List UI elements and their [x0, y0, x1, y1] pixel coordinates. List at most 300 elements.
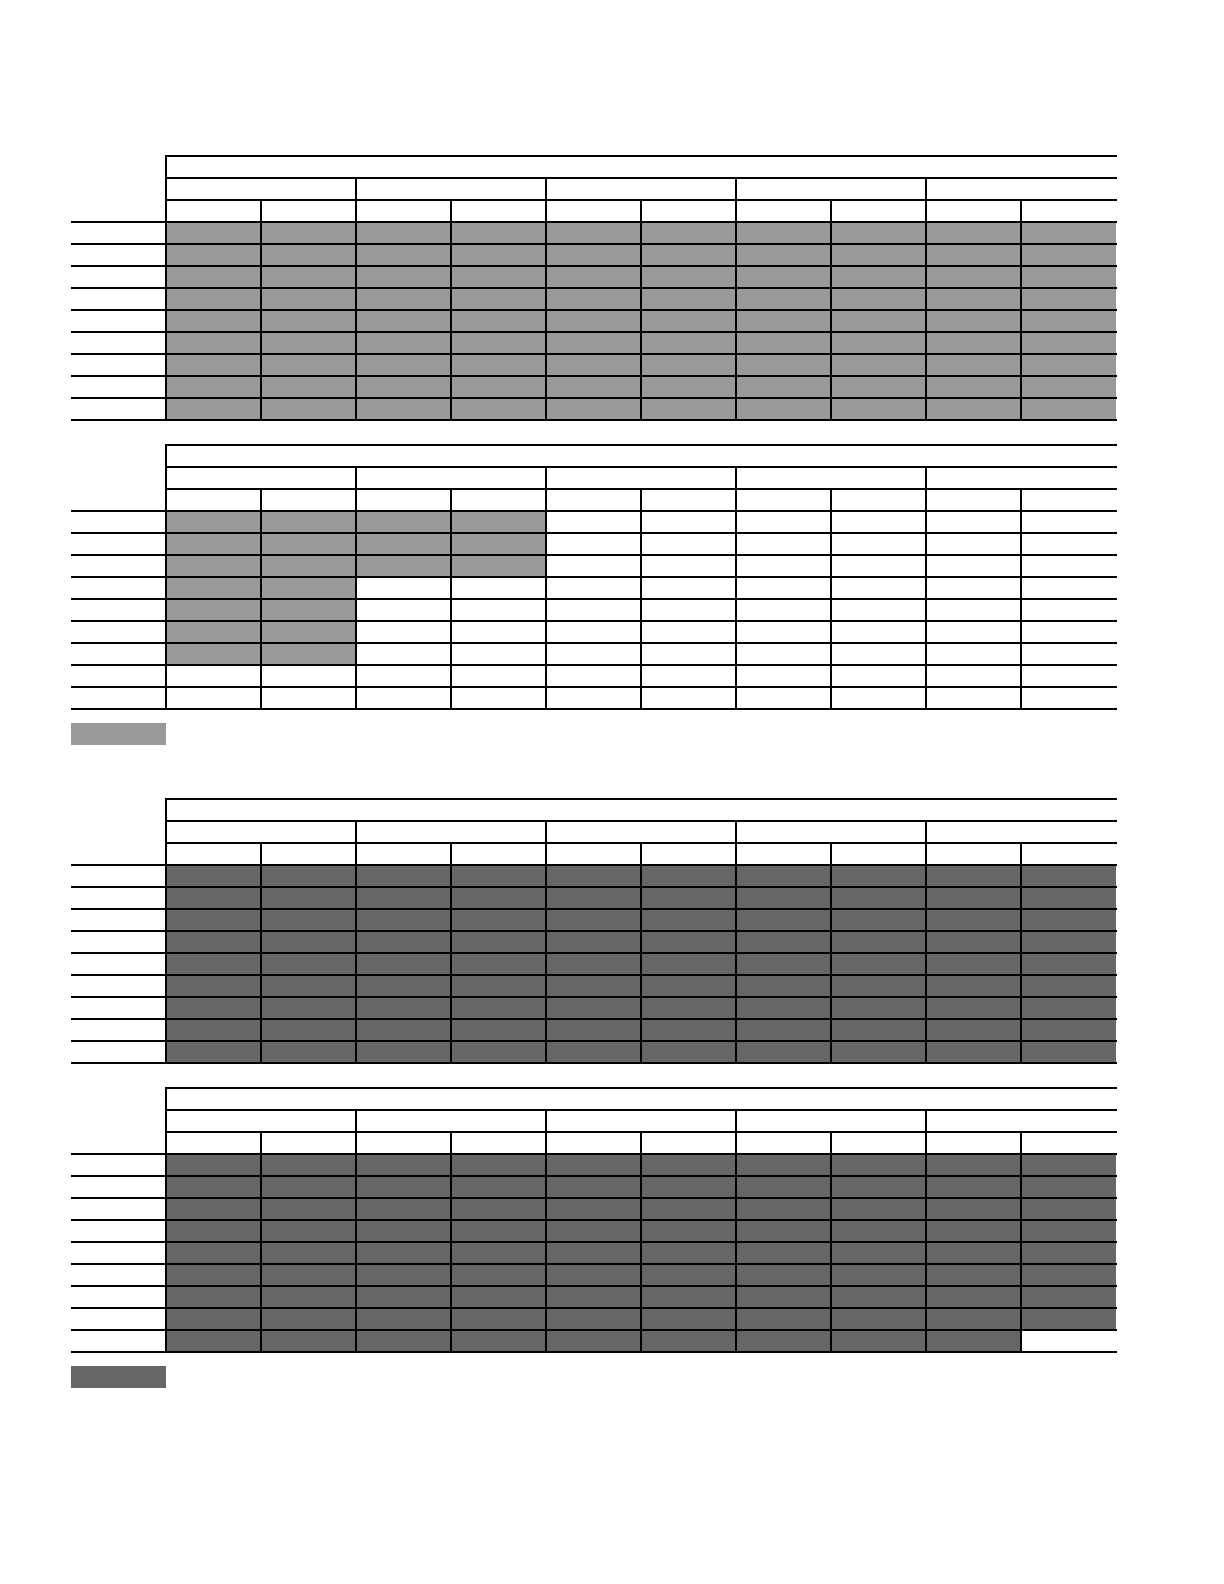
grid-cell: [736, 996, 831, 1018]
grid-cell: [1021, 686, 1116, 708]
grid-cell: [831, 908, 926, 930]
grid-rule: [71, 243, 1117, 245]
grid-cell: [356, 886, 451, 908]
grid-cell: [926, 952, 1021, 974]
grid-cell: [736, 1197, 831, 1219]
grid-cell: [641, 331, 736, 353]
grid-cell: [356, 287, 451, 309]
grid-cell: [546, 930, 641, 952]
grid-cell: [166, 598, 261, 620]
grid-cell: [736, 309, 831, 331]
grid-cell: [546, 375, 641, 397]
grid-cell: [736, 864, 831, 886]
grid-rule: [71, 1307, 1117, 1309]
grid-cell: [261, 1329, 356, 1351]
grid-cell: [831, 1018, 926, 1040]
grid-rule: [71, 1351, 1117, 1353]
grid-cell: [831, 1329, 926, 1351]
grid-cell: [166, 265, 261, 287]
grid-cell: [451, 1040, 546, 1062]
grid-cell: [166, 974, 261, 996]
grid-cell: [166, 532, 261, 554]
grid-rule: [71, 1018, 1117, 1020]
grid-cell: [641, 1285, 736, 1307]
grid-cell: [451, 309, 546, 331]
grid-rule: [166, 177, 1117, 179]
grid-rule: [735, 820, 737, 1064]
grid-rule: [71, 864, 1117, 866]
grid-cell: [641, 996, 736, 1018]
grid-cell: [261, 397, 356, 419]
grid-cell: [546, 1263, 641, 1285]
grid-cell: [641, 930, 736, 952]
grid-cell: [356, 930, 451, 952]
grid-rule: [925, 820, 927, 1064]
grid-cell: [736, 532, 831, 554]
grid-cell: [451, 1329, 546, 1351]
grid-rule: [355, 177, 357, 421]
grid-cell: [736, 1153, 831, 1175]
grid-rule: [71, 996, 1117, 998]
grid-rule: [166, 1109, 1117, 1111]
grid-cell: [451, 952, 546, 974]
grid-cell: [261, 331, 356, 353]
grid-cell: [261, 1175, 356, 1197]
grid-cell: [356, 532, 451, 554]
grid-cell: [641, 1040, 736, 1062]
grid-cell: [736, 554, 831, 576]
grid-cell: [546, 1018, 641, 1040]
grid-cell: [1021, 576, 1116, 598]
grid-cell: [166, 331, 261, 353]
grid-cell: [166, 576, 261, 598]
grid-cell: [831, 1307, 926, 1329]
grid-rule: [71, 265, 1117, 267]
grid-cell: [831, 1219, 926, 1241]
grid-cell: [736, 642, 831, 664]
grid-cell: [451, 1018, 546, 1040]
grid-rule: [71, 1040, 1117, 1042]
grid-cell: [736, 1175, 831, 1197]
grid-cell: [831, 1153, 926, 1175]
grid-cell: [736, 886, 831, 908]
grid-cell: [926, 1285, 1021, 1307]
grid-cell: [451, 532, 546, 554]
grid-cell: [831, 287, 926, 309]
grid-rule: [640, 1131, 642, 1353]
grid-cell: [641, 287, 736, 309]
grid-cell: [736, 1307, 831, 1329]
grid-cell: [1021, 664, 1116, 686]
grid-cell: [356, 908, 451, 930]
grid-cell: [451, 620, 546, 642]
grid-cell: [926, 1307, 1021, 1329]
grid-cell: [261, 287, 356, 309]
grid-cell: [736, 908, 831, 930]
grid-rule: [260, 842, 262, 1064]
grid-cell: [831, 686, 926, 708]
grid-cell: [546, 287, 641, 309]
grid-cell: [261, 510, 356, 532]
grid-cell: [261, 620, 356, 642]
grid-cell: [166, 309, 261, 331]
grid-cell: [1021, 243, 1116, 265]
grid-cell: [926, 1219, 1021, 1241]
grid-cell: [356, 375, 451, 397]
grid-cell: [451, 598, 546, 620]
grid-rule: [71, 331, 1117, 333]
grid-cell: [546, 1040, 641, 1062]
grid-cell: [546, 1153, 641, 1175]
grid-cell: [451, 686, 546, 708]
grid-cell: [356, 686, 451, 708]
grid-cell: [831, 375, 926, 397]
grid-cell: [451, 576, 546, 598]
grid-cell: [1021, 510, 1116, 532]
grid-rule: [545, 466, 547, 710]
grid-cell: [451, 642, 546, 664]
grid-cell: [926, 1153, 1021, 1175]
grid-cell: [1021, 886, 1116, 908]
grid-cell: [926, 554, 1021, 576]
grid-cell: [831, 554, 926, 576]
grid-cell: [926, 510, 1021, 532]
grid-cell: [261, 309, 356, 331]
grid-rule: [355, 1109, 357, 1353]
grid-rule: [71, 375, 1117, 377]
grid-rule: [71, 510, 1117, 512]
grid-cell: [926, 1040, 1021, 1062]
grid-cell: [926, 1241, 1021, 1263]
grid-cell: [451, 287, 546, 309]
grid-cell: [261, 930, 356, 952]
grid-cell: [1021, 1018, 1116, 1040]
grid-cell: [166, 1153, 261, 1175]
grid-cell: [736, 598, 831, 620]
grid-cell: [356, 331, 451, 353]
grid-cell: [261, 554, 356, 576]
grid-cell: [926, 309, 1021, 331]
grid-cell: [261, 1153, 356, 1175]
grid-rule: [166, 1087, 1117, 1089]
grid-rule: [1020, 488, 1022, 710]
grid-cell: [261, 864, 356, 886]
grid-cell: [451, 221, 546, 243]
grid-cell: [356, 620, 451, 642]
grid-cell: [166, 1018, 261, 1040]
grid-cell: [166, 996, 261, 1018]
grid-cell: [356, 1263, 451, 1285]
grid-cell: [546, 554, 641, 576]
grid-cell: [356, 952, 451, 974]
grid-cell: [546, 221, 641, 243]
grid-cell: [641, 1175, 736, 1197]
grid-cell: [356, 1329, 451, 1351]
grid-cell: [546, 620, 641, 642]
grid-cell: [451, 1263, 546, 1285]
grid-cell: [736, 287, 831, 309]
grid-rule: [71, 309, 1117, 311]
legend-swatch-dark: [71, 1366, 166, 1388]
grid-cell: [641, 1263, 736, 1285]
grid-cell: [166, 908, 261, 930]
grid-rule: [640, 842, 642, 1064]
grid-cell: [641, 974, 736, 996]
grid-cell: [926, 353, 1021, 375]
grid-cell: [356, 864, 451, 886]
grid-cell: [641, 886, 736, 908]
grid-cell: [641, 554, 736, 576]
grid-cell: [546, 510, 641, 532]
grid-cell: [451, 930, 546, 952]
grid-rule: [355, 820, 357, 1064]
grid-cell: [926, 243, 1021, 265]
grid-rule: [71, 397, 1117, 399]
grid-cell: [926, 686, 1021, 708]
grid-rule: [71, 554, 1117, 556]
grid-cell: [546, 1285, 641, 1307]
grid-cell: [451, 243, 546, 265]
grid-rule: [925, 466, 927, 710]
grid-rule: [71, 974, 1117, 976]
grid-cell: [926, 331, 1021, 353]
grid-cell: [736, 265, 831, 287]
grid-cell: [641, 952, 736, 974]
grid-cell: [736, 397, 831, 419]
grid-rule: [71, 1197, 1117, 1199]
grid-cell: [546, 1197, 641, 1219]
grid-cell: [831, 1197, 926, 1219]
grid-cell: [736, 1219, 831, 1241]
grid-cell: [166, 353, 261, 375]
grid-cell: [1021, 1040, 1116, 1062]
grid-cell: [831, 952, 926, 974]
grid-cell: [641, 510, 736, 532]
grid-cell: [641, 576, 736, 598]
grid-rule: [1020, 199, 1022, 421]
grid-cell: [451, 554, 546, 576]
grid-cell: [166, 642, 261, 664]
grid-cell: [831, 1241, 926, 1263]
grid-cell: [1021, 1197, 1116, 1219]
schedule-grid-1: [71, 155, 1117, 417]
grid-cell: [546, 1219, 641, 1241]
grid-cell: [451, 664, 546, 686]
grid-cell: [736, 952, 831, 974]
grid-rule: [71, 1175, 1117, 1177]
grid-cell: [641, 1018, 736, 1040]
grid-cell: [261, 996, 356, 1018]
grid-cell: [1021, 974, 1116, 996]
grid-cell: [641, 1219, 736, 1241]
grid-cell: [926, 397, 1021, 419]
grid-cell: [451, 886, 546, 908]
grid-cell: [261, 243, 356, 265]
grid-cell: [831, 886, 926, 908]
grid-rule: [260, 199, 262, 421]
grid-cell: [261, 1219, 356, 1241]
grid-cell: [261, 1263, 356, 1285]
grid-cell: [356, 1285, 451, 1307]
grid-rule: [260, 1131, 262, 1353]
grid-cell: [641, 221, 736, 243]
grid-cell: [166, 1241, 261, 1263]
grid-cell: [1021, 1263, 1116, 1285]
grid-rule: [830, 842, 832, 1064]
grid-cell: [166, 1263, 261, 1285]
grid-cell: [261, 353, 356, 375]
grid-cell: [356, 397, 451, 419]
grid-cell: [261, 642, 356, 664]
grid-cell: [451, 1307, 546, 1329]
grid-rule: [735, 466, 737, 710]
grid-cell: [356, 664, 451, 686]
grid-cell: [451, 974, 546, 996]
grid-cell: [261, 974, 356, 996]
grid-rule: [640, 488, 642, 710]
grid-rule: [640, 199, 642, 421]
grid-cell: [641, 686, 736, 708]
schedule-grid-3: [71, 798, 1117, 1060]
grid-rule: [545, 820, 547, 1064]
grid-cell: [166, 1285, 261, 1307]
grid-cell: [831, 664, 926, 686]
grid-cell: [1021, 397, 1116, 419]
grid-cell: [166, 510, 261, 532]
grid-cell: [451, 510, 546, 532]
grid-rule: [450, 842, 452, 1064]
grid-cell: [736, 664, 831, 686]
grid-cell: [451, 908, 546, 930]
grid-rule: [71, 930, 1117, 932]
grid-cell: [166, 1329, 261, 1351]
grid-rule: [165, 798, 167, 1064]
grid-cell: [926, 265, 1021, 287]
grid-cell: [451, 331, 546, 353]
grid-cell: [831, 510, 926, 532]
grid-cell: [261, 886, 356, 908]
grid-cell: [166, 221, 261, 243]
grid-cell: [546, 331, 641, 353]
grid-cell: [166, 930, 261, 952]
grid-cell: [831, 864, 926, 886]
grid-cell: [1021, 1241, 1116, 1263]
grid-cell: [261, 664, 356, 686]
grid-cell: [356, 243, 451, 265]
grid-rule: [165, 155, 167, 421]
grid-rule: [166, 820, 1117, 822]
schedule-grid-4: [71, 1087, 1117, 1349]
grid-cell: [1021, 620, 1116, 642]
grid-cell: [926, 532, 1021, 554]
grid-cell: [641, 642, 736, 664]
grid-cell: [546, 996, 641, 1018]
grid-rule: [830, 488, 832, 710]
grid-rule: [166, 466, 1117, 468]
grid-cell: [926, 930, 1021, 952]
grid-cell: [641, 375, 736, 397]
grid-rule: [71, 221, 1117, 223]
grid-rule: [450, 1131, 452, 1353]
grid-cell: [736, 1241, 831, 1263]
grid-rule: [355, 466, 357, 710]
grid-cell: [546, 886, 641, 908]
grid-cell: [166, 886, 261, 908]
grid-cell: [831, 221, 926, 243]
grid-cell: [166, 864, 261, 886]
grid-cell: [1021, 353, 1116, 375]
grid-cell: [1021, 1219, 1116, 1241]
grid-cell: [546, 1241, 641, 1263]
grid-cell: [641, 1241, 736, 1263]
grid-rule: [166, 798, 1117, 800]
grid-cell: [736, 930, 831, 952]
grid-cell: [546, 908, 641, 930]
grid-rule: [545, 177, 547, 421]
grid-cell: [1021, 554, 1116, 576]
grid-cell: [356, 554, 451, 576]
grid-cell: [451, 864, 546, 886]
grid-cell: [926, 1018, 1021, 1040]
grid-rule: [830, 1131, 832, 1353]
grid-cell: [451, 1241, 546, 1263]
grid-cell: [1021, 1329, 1116, 1351]
grid-cell: [261, 532, 356, 554]
grid-rule: [545, 1109, 547, 1353]
grid-cell: [1021, 331, 1116, 353]
grid-rule: [165, 444, 167, 710]
grid-cell: [261, 686, 356, 708]
grid-rule: [71, 419, 1117, 421]
grid-cell: [1021, 375, 1116, 397]
grid-cell: [736, 1040, 831, 1062]
grid-cell: [166, 1197, 261, 1219]
grid-cell: [641, 1153, 736, 1175]
grid-cell: [831, 265, 926, 287]
grid-cell: [451, 996, 546, 1018]
grid-cell: [736, 620, 831, 642]
grid-cell: [546, 642, 641, 664]
grid-rule: [830, 199, 832, 421]
grid-cell: [166, 952, 261, 974]
grid-cell: [356, 598, 451, 620]
grid-cell: [166, 664, 261, 686]
grid-rule: [735, 1109, 737, 1353]
grid-rule: [925, 177, 927, 421]
grid-rule: [71, 952, 1117, 954]
grid-cell: [926, 1197, 1021, 1219]
grid-cell: [926, 1263, 1021, 1285]
grid-cell: [641, 1197, 736, 1219]
grid-rule: [71, 1062, 1117, 1064]
grid-cell: [546, 309, 641, 331]
grid-cell: [926, 375, 1021, 397]
grid-rule: [166, 155, 1117, 157]
grid-rule: [71, 1153, 1117, 1155]
grid-cell: [736, 510, 831, 532]
grid-rule: [1020, 842, 1022, 1064]
grid-cell: [641, 265, 736, 287]
grid-cell: [356, 265, 451, 287]
grid-rule: [1020, 1131, 1022, 1353]
grid-cell: [166, 1040, 261, 1062]
grid-cell: [926, 974, 1021, 996]
grid-cell: [831, 243, 926, 265]
grid-cell: [166, 1219, 261, 1241]
grid-cell: [356, 1153, 451, 1175]
grid-cell: [166, 686, 261, 708]
grid-rule: [735, 177, 737, 421]
